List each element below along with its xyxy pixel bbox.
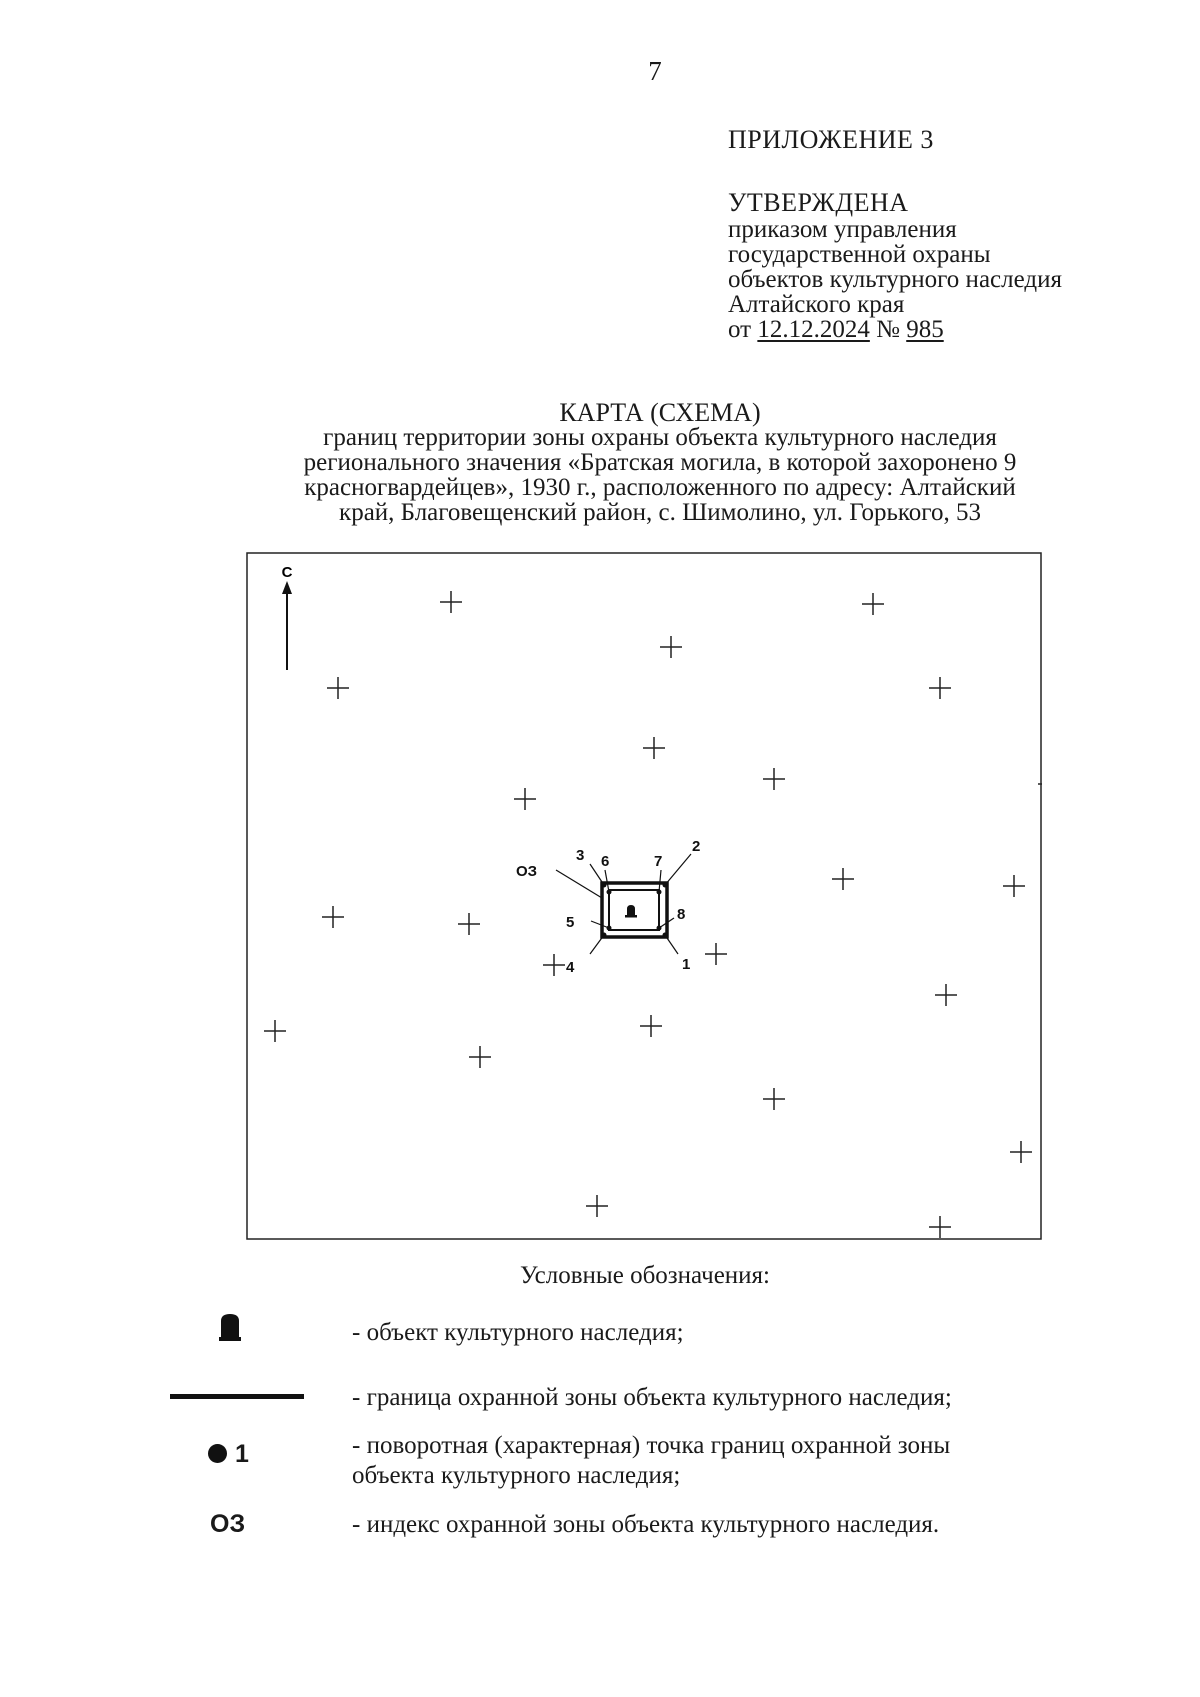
- point-label-6: 6: [601, 853, 610, 870]
- grid-cross: [1010, 1141, 1032, 1163]
- leader-lines: [556, 854, 691, 954]
- point-label-7: 7: [654, 853, 663, 870]
- legend-title: Условные обозначения:: [519, 1262, 771, 1289]
- approval-date: 12.12.2024: [757, 316, 870, 343]
- grid-cross: [929, 677, 951, 699]
- map-title: КАРТА (СХЕМА): [559, 398, 761, 427]
- legend-boundary-line: [170, 1394, 304, 1399]
- grid-cross: [832, 868, 854, 890]
- map-heading: [230, 400, 1090, 525]
- legend-point-text: [352, 1431, 1112, 1491]
- point-label-8: 8: [677, 906, 686, 923]
- grid-cross: [705, 943, 727, 965]
- leader-line-zone-index: [556, 870, 602, 898]
- approval-number-sign: №: [876, 316, 900, 343]
- leader-line-2: [665, 854, 691, 885]
- legend-point-line-2: объекта культурного наследия;: [352, 1462, 681, 1489]
- legend-point-symbol: [208, 1440, 249, 1469]
- point-label-1: 1: [682, 956, 691, 973]
- monument-icon: [627, 905, 635, 916]
- north-label: С: [281, 564, 293, 581]
- map-frame: [246, 552, 1042, 1240]
- legend-boundary-text: - граница охранной зоны объекта культурного наследия;: [352, 1384, 952, 1411]
- monument-base-icon: [625, 915, 637, 918]
- approval-line-1: приказом управления: [728, 216, 957, 243]
- zone-index-label: ОЗ: [516, 863, 538, 880]
- page-number: 7: [648, 56, 662, 86]
- north-arrow-head: [282, 581, 292, 594]
- leader-line-7: [659, 870, 661, 892]
- grid-cross: [469, 1046, 491, 1068]
- approval-date-line: [728, 317, 1062, 342]
- grid-cross: [660, 636, 682, 658]
- map-scheme: [246, 552, 1042, 1240]
- map-border: [247, 553, 1041, 1239]
- heading-line-4: край, Благовещенский район, с. Шимолино, ул. Горького, 53: [339, 499, 981, 526]
- grid-cross: [543, 954, 565, 976]
- grid-cross: [440, 591, 462, 613]
- leader-line-1: [665, 935, 678, 954]
- grid-cross: [862, 593, 884, 615]
- grid-cross: [763, 1088, 785, 1110]
- leader-line-4: [590, 935, 604, 954]
- approval-title: УТВЕРЖДЕНА: [728, 188, 909, 217]
- legend-point-symbol-label: 1: [235, 1440, 249, 1468]
- approval-number: 985: [906, 316, 944, 343]
- approval-from: от: [728, 316, 752, 343]
- grid-cross: [514, 788, 536, 810]
- leader-line-6: [605, 870, 609, 892]
- legend-monument-text: - объект культурного наследия;: [352, 1319, 684, 1346]
- grid-cross: [763, 768, 785, 790]
- grid-cross: [935, 984, 957, 1006]
- grid-cross: [322, 906, 344, 928]
- appendix-title: ПРИЛОЖЕНИЕ 3: [728, 125, 934, 154]
- approval-line-3: объектов культурного наследия: [728, 266, 1062, 293]
- coordinate-grid-crosses: [264, 591, 1032, 1238]
- approval-block: [728, 190, 1062, 342]
- grid-cross: [643, 737, 665, 759]
- legend-monument-icon: [218, 1312, 242, 1342]
- point-label-4: 4: [566, 959, 575, 976]
- heading-line-1: границ территории зоны охраны объекта культурного наследия: [323, 424, 997, 451]
- grid-cross: [264, 1020, 286, 1042]
- grid-cross: [586, 1195, 608, 1217]
- grid-cross: [327, 677, 349, 699]
- point-label-2: 2: [692, 838, 701, 855]
- grid-cross: [640, 1015, 662, 1037]
- legend-point-line-1: - поворотная (характерная) точка границ охранной зоны: [352, 1432, 951, 1459]
- legend-index-symbol: ОЗ: [210, 1510, 246, 1538]
- grid-cross: [1003, 875, 1025, 897]
- legend-point-dot-icon: [208, 1444, 227, 1463]
- grid-cross: [458, 913, 480, 935]
- legend-index-text: - индекс охранной зоны объекта культурного наследия.: [352, 1511, 940, 1538]
- grid-cross: [929, 1216, 951, 1238]
- point-label-3: 3: [576, 847, 585, 864]
- north-arrow: [282, 564, 293, 670]
- heading-line-3: красногвардейцев», 1930 г., расположенного по адресу: Алтайский: [304, 474, 1016, 501]
- point-label-5: 5: [566, 914, 575, 931]
- approval-line-2: государственной охраны: [728, 241, 991, 268]
- approval-line-4: Алтайского края: [728, 291, 905, 318]
- leader-line-5: [591, 921, 609, 928]
- heading-line-2: регионального значения «Братская могила, в которой захоронено 9: [303, 449, 1017, 476]
